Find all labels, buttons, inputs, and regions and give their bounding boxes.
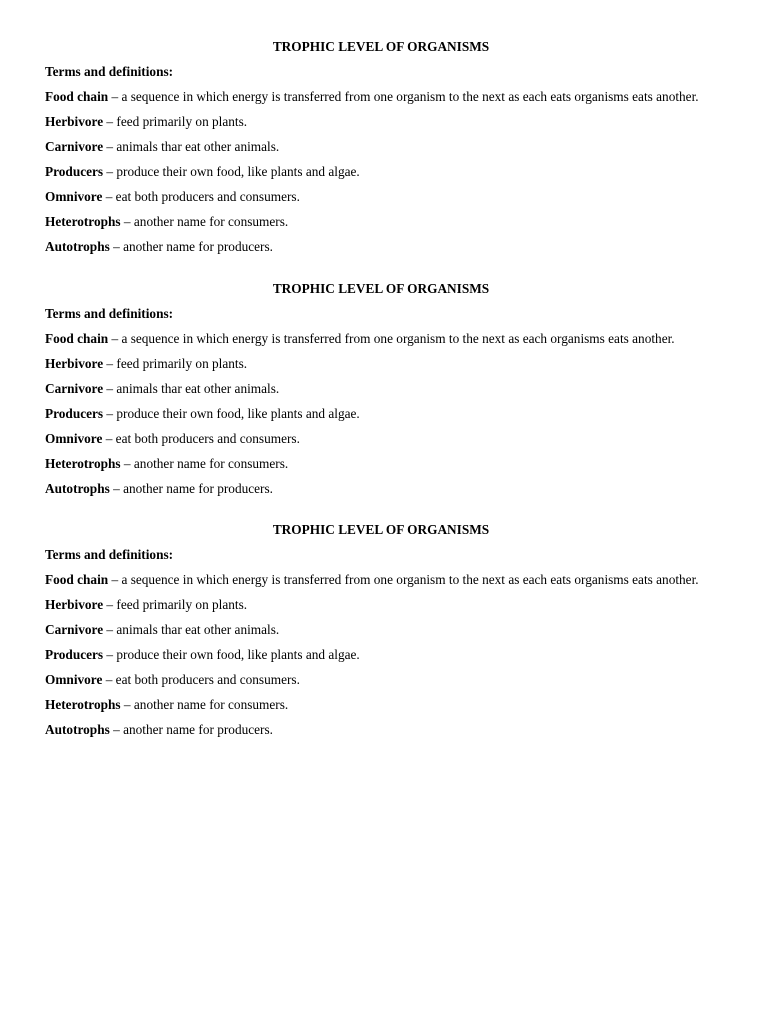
section-subheading: Terms and definitions: (45, 305, 174, 321)
definition-term: Food chain (45, 89, 109, 104)
definition-heterotrophs (45, 214, 717, 230)
definitions-section (45, 522, 717, 738)
definition-text: – animals thar eat other animals. (103, 139, 280, 154)
definitions-section (45, 281, 717, 497)
definition-herbivore (45, 114, 717, 130)
definition-term: Herbivore (45, 355, 104, 371)
definition-carnivore (45, 381, 717, 397)
document-page (45, 39, 717, 764)
definition-carnivore (45, 622, 717, 638)
definition-producers (45, 164, 717, 180)
definition-omnivore (45, 431, 717, 447)
definition-term: Producers (45, 164, 104, 179)
definition-text: – produce their own food, like plants and algae. (103, 164, 360, 179)
definition-producers (45, 647, 717, 663)
definition-herbivore (45, 356, 717, 372)
definition-text: – another name for consumers. (120, 455, 289, 471)
definition-term: Heterotrophs (45, 697, 121, 712)
definition-term: Autotrophs (45, 239, 110, 254)
definition-producers (45, 406, 717, 422)
section-subheading: Terms and definitions: (45, 547, 174, 562)
definition-food-chain (45, 572, 717, 588)
definition-text: – another name for consumers. (120, 214, 289, 229)
definition-text: – produce their own food, like plants and algae. (103, 405, 360, 421)
section-title: TROPHIC LEVEL OF ORGANISMS (272, 280, 490, 296)
definition-text: – a sequence in which energy is transferred from one organism to the next as each eats organisms eats another. (108, 89, 699, 104)
definition-term: Herbivore (45, 597, 104, 612)
definition-text: – a sequence in which energy is transferred from one organism to the next as each organisms eats another. (108, 330, 675, 346)
definition-term: Food chain (45, 572, 109, 587)
definition-text: – eat both producers and consumers. (102, 430, 300, 446)
definition-term: Producers (45, 647, 104, 662)
definition-term: Carnivore (45, 380, 104, 396)
definition-omnivore (45, 189, 717, 205)
definition-text: – another name for producers. (109, 722, 273, 737)
definition-term: Food chain (45, 330, 109, 346)
definition-heterotrophs (45, 456, 717, 472)
definition-text: – another name for producers. (109, 480, 273, 496)
definition-text: – produce their own food, like plants and algae. (103, 647, 360, 662)
definition-autotrophs (45, 722, 717, 738)
definition-text: – eat both producers and consumers. (102, 189, 300, 204)
definition-text: – animals thar eat other animals. (103, 622, 280, 637)
definition-term: Carnivore (45, 139, 104, 154)
definition-term: Omnivore (45, 430, 103, 446)
definition-text: – a sequence in which energy is transferred from one organism to the next as each eats organisms eats another. (108, 572, 699, 587)
definition-food-chain (45, 89, 717, 105)
definitions-section (45, 39, 717, 255)
definition-text: – another name for producers. (109, 239, 273, 254)
definition-omnivore (45, 672, 717, 688)
definition-herbivore (45, 597, 717, 613)
definition-text: – feed primarily on plants. (103, 355, 248, 371)
definition-autotrophs (45, 239, 717, 255)
definition-term: Omnivore (45, 672, 103, 687)
definition-term: Heterotrophs (45, 214, 121, 229)
definition-text: – animals thar eat other animals. (103, 380, 280, 396)
definition-autotrophs (45, 481, 717, 497)
definition-food-chain (45, 331, 717, 347)
definition-heterotrophs (45, 697, 717, 713)
section-title: TROPHIC LEVEL OF ORGANISMS (272, 39, 490, 54)
definition-term: Carnivore (45, 622, 104, 637)
definition-text: – feed primarily on plants. (103, 114, 248, 129)
definition-term: Autotrophs (45, 480, 110, 496)
definition-text: – eat both producers and consumers. (102, 672, 300, 687)
section-subheading: Terms and definitions: (45, 64, 174, 79)
definition-text: – feed primarily on plants. (103, 597, 248, 612)
section-title: TROPHIC LEVEL OF ORGANISMS (272, 522, 490, 537)
definition-carnivore (45, 139, 717, 155)
definition-term: Heterotrophs (45, 455, 121, 471)
definition-term: Omnivore (45, 189, 103, 204)
definition-term: Herbivore (45, 114, 104, 129)
definition-term: Producers (45, 405, 104, 421)
definition-term: Autotrophs (45, 722, 110, 737)
definition-text: – another name for consumers. (120, 697, 289, 712)
